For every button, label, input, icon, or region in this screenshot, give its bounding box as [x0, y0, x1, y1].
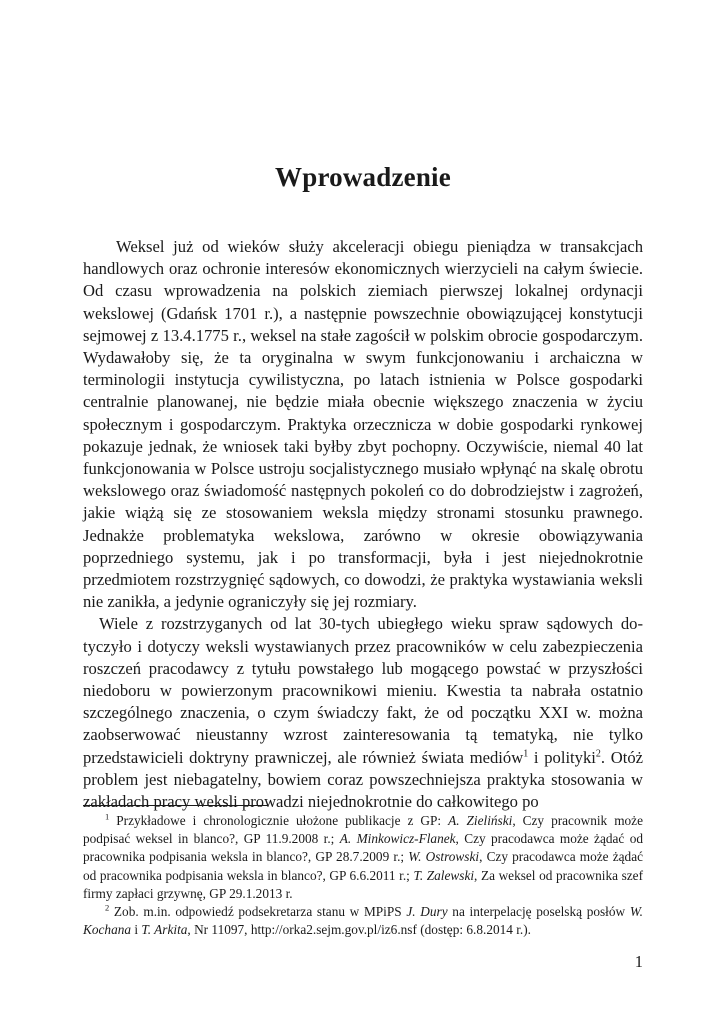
footnote-2-text-3: , Nr 11097, http://orka2.sejm.gov.pl/iz6.nsf (dostęp: 6.8.2014 r.). — [187, 922, 532, 938]
footnote-2-text-1: na interpelację poselską posłów — [447, 904, 630, 920]
footnote-1-author-3: W. Ostrowski — [408, 849, 480, 865]
footnote-2-author-2: W. Kochana — [83, 904, 643, 938]
paragraph-2-part-a: Wiele z rozstrzyganych od lat 30-tych ubiegłego wieku spraw sądowych dotyczyło i dotyczy weksli wystawianych przez pracowników w celu zabezpieczenia roszczeń pracodawcy z tytułu powstałego lub mogącego powstać w przyszłości niedoboru w powierzonym pracownikowi mieniu. Kwestia ta nabrała ostatnio szczególnego znaczenia, o czym świadczy fakt, że od początku XXI w. można zaobserwować nieustanny wzrost zainteresowania tą tematyką, nie tylko przedstawicieli doktryny prawniczej, ale również świata mediów — [83, 614, 643, 767]
footnote-divider — [83, 805, 268, 806]
document-page — [83, 0, 643, 1024]
footnote-ref-2: 2 — [595, 748, 601, 760]
footnote-1-text-1: , Czy pracownik może podpisać weksel in blanco?, GP 11.9.2008 r.; — [83, 813, 643, 847]
footnote-2 — [83, 903, 643, 939]
page-title: Wprowadzenie — [275, 162, 451, 192]
paragraph-2-part-c: . Otóż problem jest niebagatelny, bowiem coraz powszechniejsza praktyka stosowania w zakładach pracy weksli prowadzi niejednokrotnie do całkowitego po — [83, 747, 643, 812]
footnote-2-author-3: T. Arkita — [141, 922, 188, 938]
footnote-1-author-4: T. Zalewski — [413, 867, 475, 883]
footnotes — [83, 812, 643, 939]
footnote-2-lead: Zob. m.in. odpowiedź podsekretarza stanu w MPiPS — [109, 904, 407, 920]
body-text — [83, 236, 643, 813]
footnote-1 — [83, 812, 643, 903]
page-number: 1 — [634, 952, 643, 971]
footnote-1-author-1: A. Zieliński — [448, 813, 513, 828]
footnote-1-number: 1 — [105, 811, 110, 822]
footnote-2-text-2: i — [131, 922, 142, 938]
paragraph-2 — [83, 613, 643, 813]
footnote-1-text-2: , Czy pracodawca może żądać od pracownika podpisania weksla in blanco?, GP 28.7.2009 r.; — [83, 831, 643, 865]
footnote-1-text-4: , Za weksel od pracownika szef firmy zapłaci grzywnę, GP 29.1.2013 r. — [83, 867, 643, 901]
footnote-1-lead: Przykładowe i chronologicznie ułożone publikacje z GP: — [109, 813, 449, 828]
footnote-ref-1: 1 — [523, 748, 529, 760]
footnote-2-number: 2 — [105, 902, 110, 913]
footnote-1-text-3: , Czy pracodawca może żądać od pracownika podpisania weksla in blanco?, GP 6.6.2011 r.; — [83, 849, 644, 883]
paragraph-2-part-b: i polityki — [528, 747, 596, 767]
footnote-1-author-2: A. Minkowicz-Flanek — [339, 831, 456, 847]
paragraph-1: Weksel już od wieków służy akceleracji obiegu pieniądza w transakcjach handlowych oraz ochronie interesów ekonomicznych wierzycieli na całym świecie. Od czasu wprowadzenia na polskich ziemiach pierwszej lokalnej ordynacji wekslowej (Gdańsk 1701 r.), a następnie powszechnie obowiązującej konstytucji sejmowej z 13.4.1775 r., weksel na stałe zagościł w polskim obrocie gospodarczym. Wydawałoby się, że ta oryginalna w swym funkcjonowaniu i archaiczna w terminologii instytucja cywilistyczna, po latach istnienia w Polsce gospodarki centralnie planowanej, nie będzie miała obecnie większego znaczenia w życiu społecznym i gospodarczym. Praktyka orzecznicza w dobie gospodarki rynkowej pokazuje jednak, że wniosek taki byłby zbyt pochopny. Oczywiście, niemal 40 lat funkcjonowania w Polsce ustroju socjalistycznego musiało wpłynąć na skalę obrotu wekslowego oraz świadomość następnych pokoleń co do dobrodziejstw i zagrożeń, jakie wiążą się ze stosowaniem weksla między stronami stosunku prawnego. Jednakże problematyka wekslowa, zarówno w okresie obowiązywania poprzedniego systemu, jak i po transformacji, była i jest niejednokrotnie przedmiotem rozstrzygnięć sądowych, co dowodzi, że praktyka wystawiania weksli nie zanikła, a jedynie ograniczyły się jej rozmiary. — [83, 237, 643, 612]
footnote-2-author-1: J. Dury — [406, 904, 448, 920]
